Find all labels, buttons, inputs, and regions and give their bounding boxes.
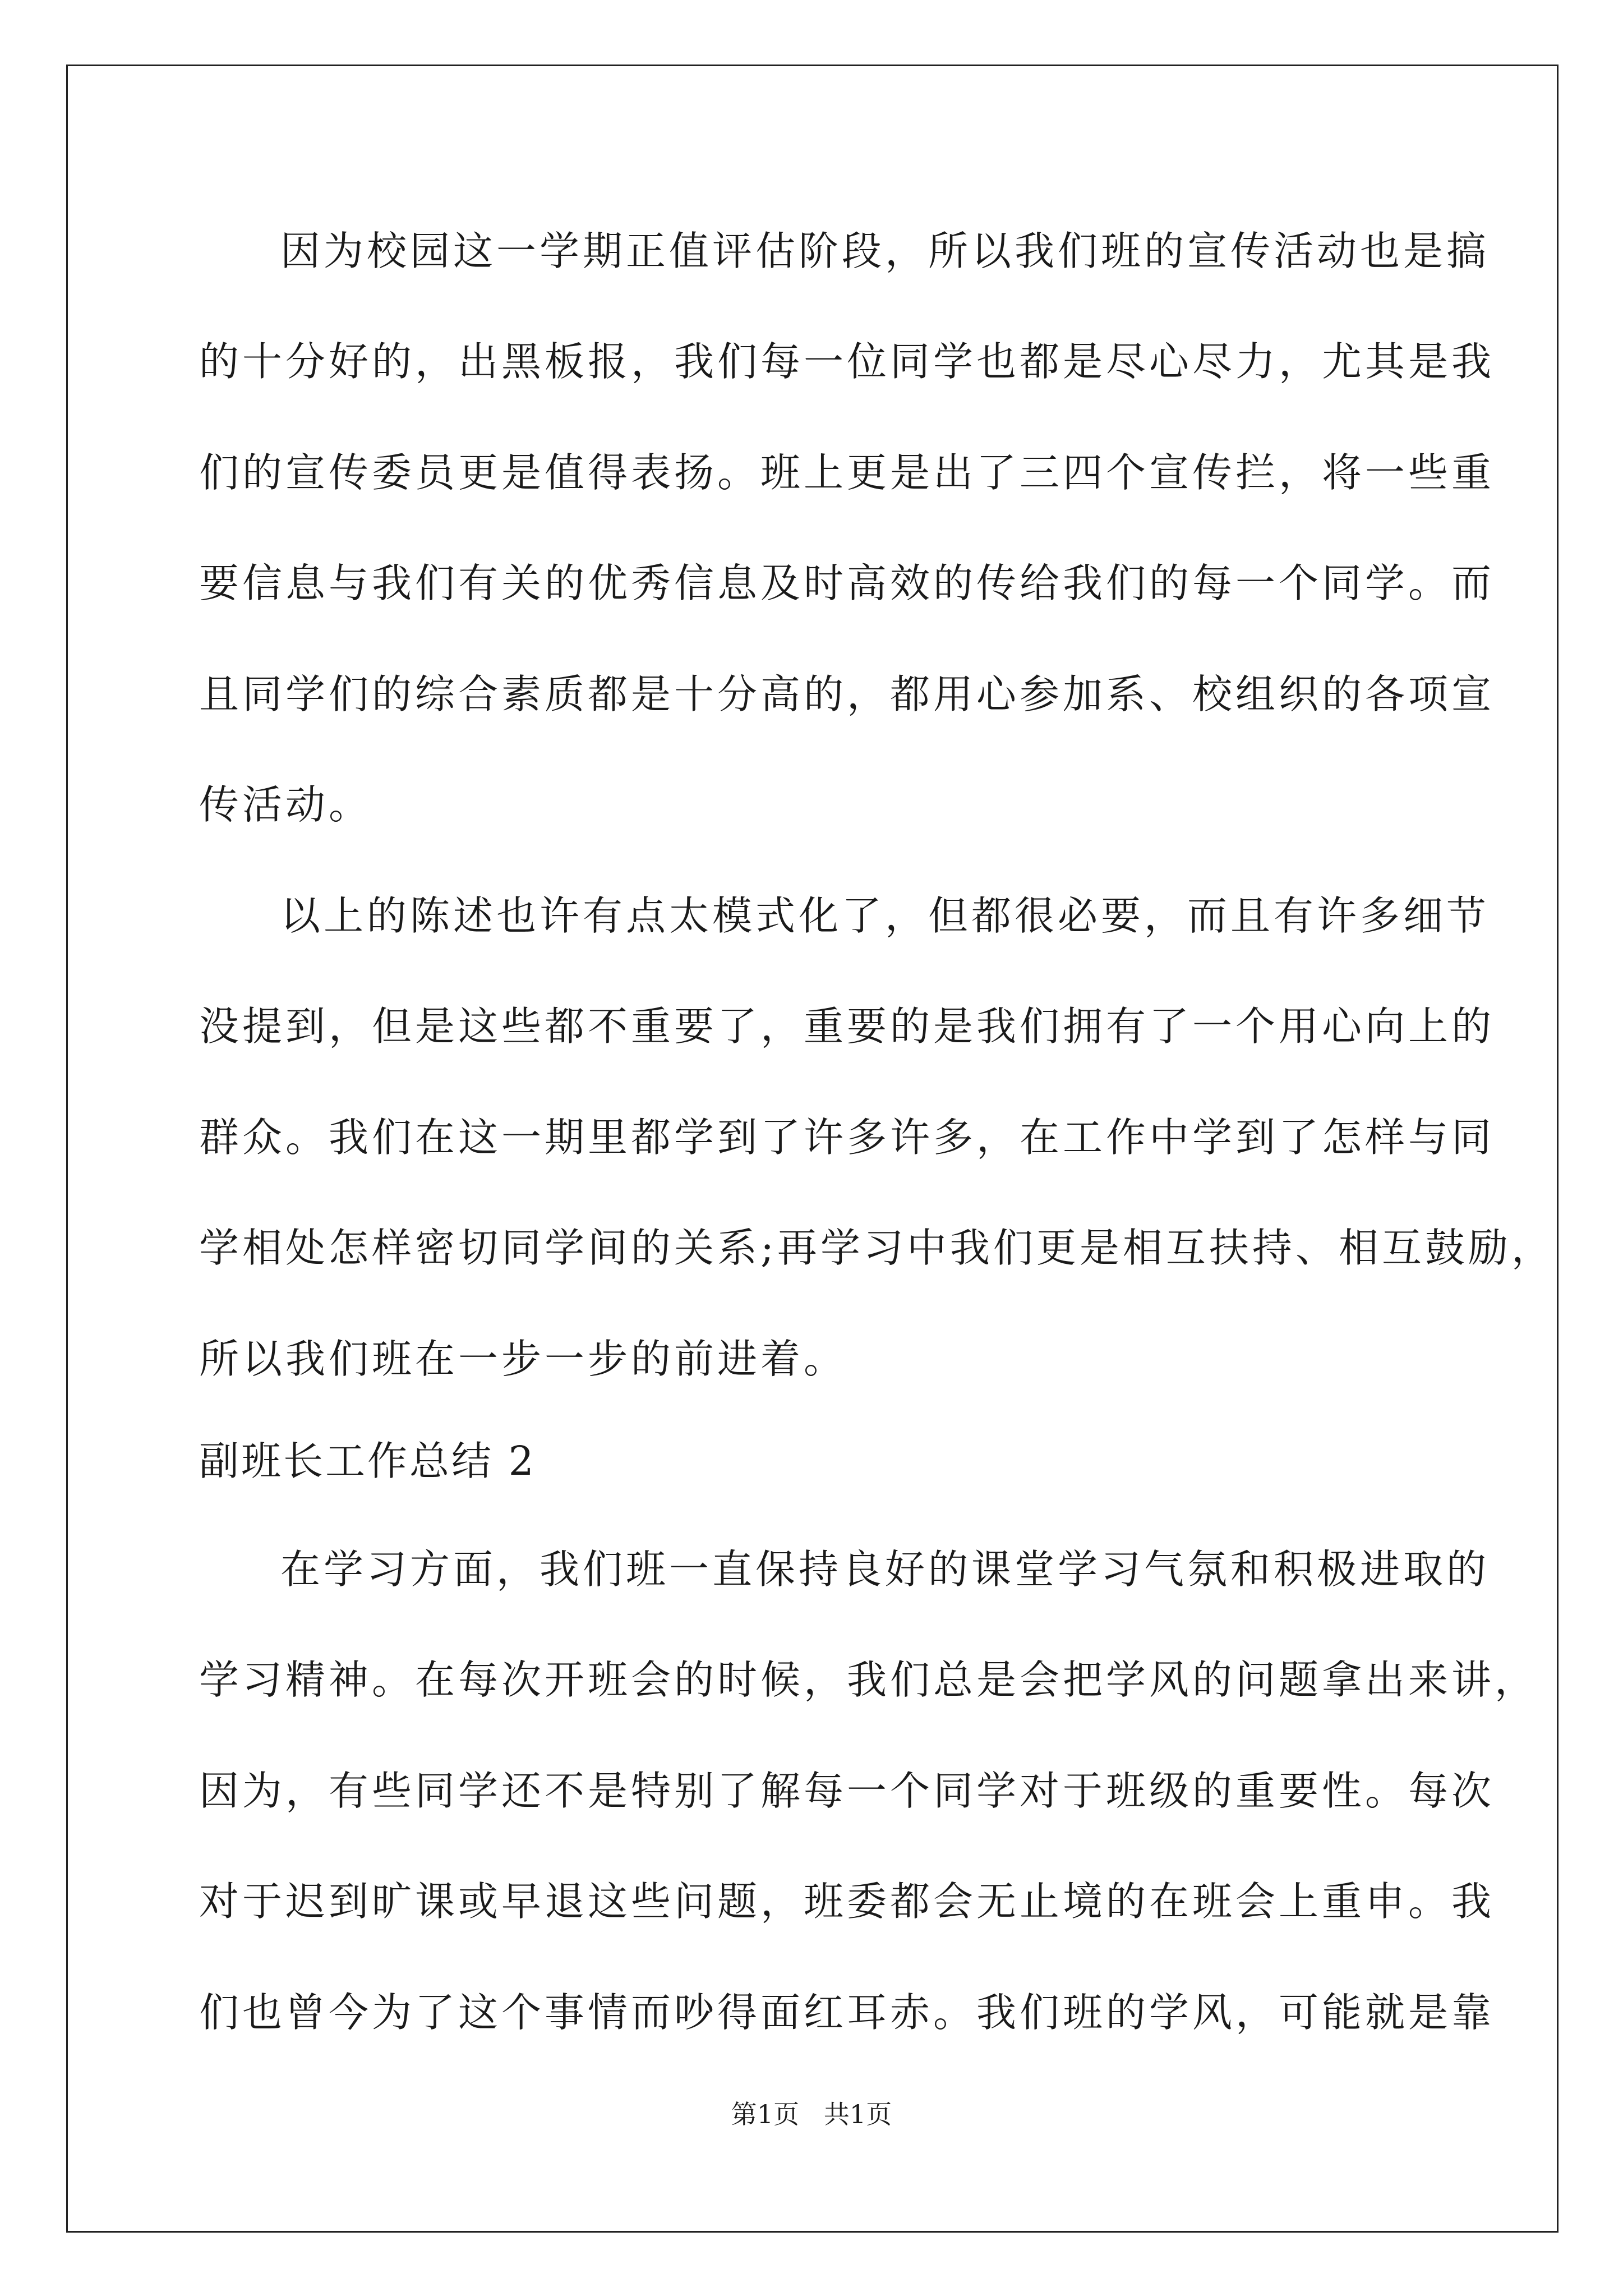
section-heading: 副班长工作总结 2 <box>199 1438 536 1484</box>
paragraph-1-line-4: 要信息与我们有关的优秀信息及时高效的传给我们的每一个同学。而 <box>199 560 1495 606</box>
paragraph-1-line-3: 们的宣传委员更是值得表扬。班上更是出了三四个宣传拦，将一些重 <box>199 449 1495 496</box>
paragraph-3-line-5: 们也曾今为了这个事情而吵得面红耳赤。我们班的学风，可能就是靠 <box>199 1989 1495 2036</box>
paragraph-1-line-5: 且同学们的综合素质都是十分高的，都用心参加系、校组织的各项宣 <box>199 671 1495 717</box>
paragraph-2-line-3: 群众。我们在这一期里都学到了许多许多，在工作中学到了怎样与同 <box>199 1114 1495 1161</box>
paragraph-1-line-2: 的十分好的，出黑板报，我们每一位同学也都是尽心尽力，尤其是我 <box>199 338 1495 385</box>
paragraph-1-line-6: 传活动。 <box>199 781 372 828</box>
paragraph-1-line-1: 因为校园这一学期正值评估阶段，所以我们班的宣传活动也是搞 <box>280 228 1490 274</box>
paragraph-3-line-2: 学习精神。在每次开班会的时候，我们总是会把学风的问题拿出来讲， <box>199 1657 1538 1703</box>
paragraph-2-line-5: 所以我们班在一步一步的前进着。 <box>199 1336 847 1382</box>
paragraph-2-line-1: 以上的陈述也许有点太模式化了，但都很必要，而且有许多细节 <box>280 892 1490 939</box>
paragraph-2-line-2: 没提到，但是这些都不重要了，重要的是我们拥有了一个用心向上的 <box>199 1003 1495 1050</box>
paragraph-3-line-4: 对于迟到旷课或早退这些问题，班委都会无止境的在班会上重申。我 <box>199 1878 1495 1925</box>
paragraph-3-line-1: 在学习方面，我们班一直保持良好的课堂学习气氛和积极进取的 <box>280 1546 1490 1593</box>
paragraph-2-line-4: 学相处怎样密切同学间的关系;再学习中我们更是相互扶持、相互鼓励， <box>199 1225 1555 1271</box>
paragraph-3-line-3: 因为，有些同学还不是特别了解每一个同学对于班级的重要性。每次 <box>199 1768 1495 1814</box>
page-footer: 第1页 共1页 <box>731 2099 892 2129</box>
